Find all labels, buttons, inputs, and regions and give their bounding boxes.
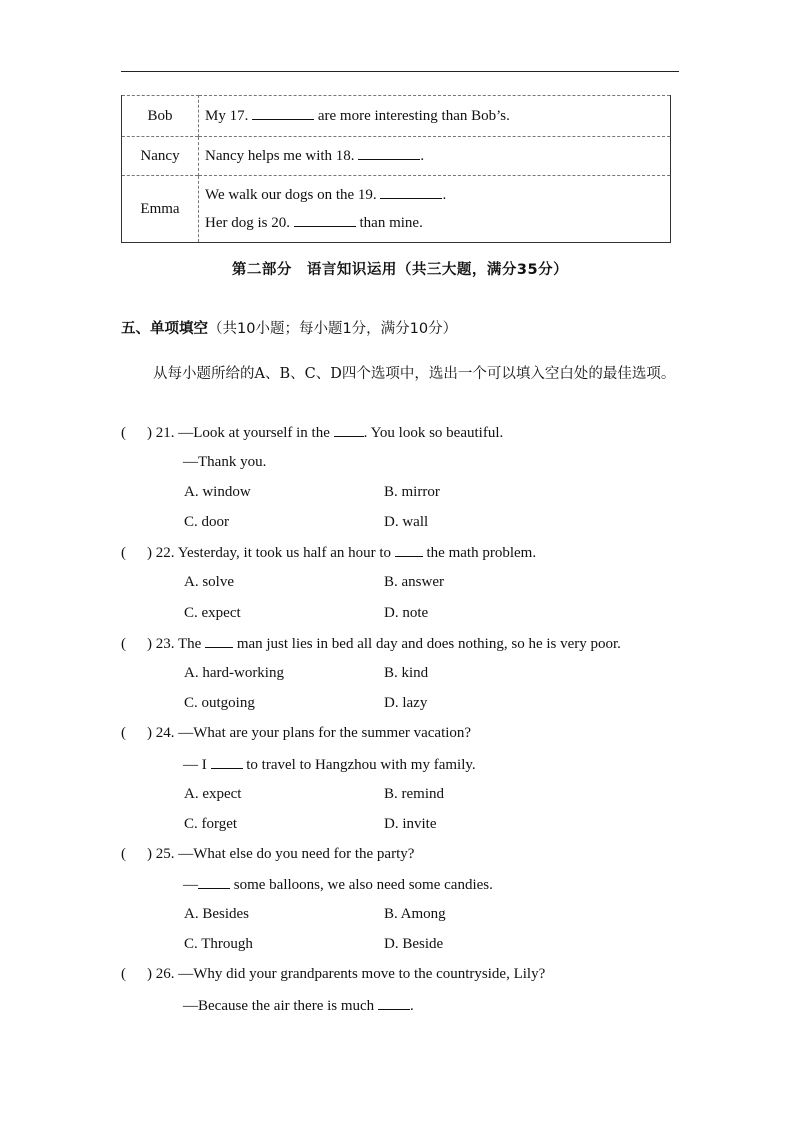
question-text: man just lies in bed all day and does nothing, so he is very poor.	[236, 636, 621, 652]
line-text: My 17.	[205, 108, 249, 124]
option-a[interactable]: A. solve	[184, 574, 234, 590]
line-text: We walk our dogs on the 19.	[205, 187, 377, 203]
reply-text: —Because the air there is much	[183, 998, 375, 1014]
part-title: 第二部分 语言知识运用（共三大题，满分35分）	[231, 262, 569, 278]
row-name: Emma	[122, 176, 199, 243]
option-b[interactable]: B. remind	[384, 786, 444, 802]
answer-paren-open[interactable]: (	[121, 725, 126, 741]
option-b[interactable]: B. answer	[384, 574, 444, 590]
question-number: 24.	[155, 725, 175, 741]
section-title: 五、单项填空	[121, 321, 208, 337]
question-text: —What else do you need for the party?	[178, 846, 415, 862]
option-d[interactable]: D. invite	[384, 816, 437, 832]
question-24	[121, 725, 471, 742]
question-reply	[183, 997, 414, 1015]
question-blank	[198, 876, 230, 889]
question-number: 25.	[155, 846, 175, 862]
answer-paren-close: )	[147, 725, 152, 741]
question-text: —Why did your grandparents move to the countryside, Lily?	[178, 966, 546, 982]
answer-paren-open[interactable]: (	[121, 846, 126, 862]
line-text: .	[420, 148, 425, 164]
table-row	[122, 176, 671, 243]
question-text: the math problem.	[426, 545, 537, 561]
question-21	[121, 424, 503, 442]
answer-paren-open[interactable]: (	[121, 425, 126, 441]
question-text: Yesterday, it took us half an hour to	[177, 545, 392, 561]
question-number: 26.	[155, 966, 175, 982]
question-26	[121, 966, 545, 983]
line-text: are more interesting than Bob’s.	[317, 108, 510, 124]
question-reply	[183, 876, 493, 894]
answer-blank-17[interactable]	[252, 107, 314, 120]
line-row	[205, 181, 670, 209]
row-name: Bob	[122, 96, 199, 137]
question-text: . You look so beautiful.	[363, 425, 504, 441]
line-text: .	[442, 187, 447, 203]
question-reply: —Thank you.	[183, 454, 267, 470]
option-b[interactable]: B. Among	[384, 906, 446, 922]
question-number: 22.	[155, 545, 175, 561]
option-c[interactable]: C. forget	[184, 816, 238, 832]
section-heading	[121, 317, 457, 338]
line-text: Her dog is 20.	[205, 215, 290, 231]
line-text: than mine.	[359, 215, 423, 231]
line-text: Nancy helps me with 18.	[205, 148, 355, 164]
question-blank	[334, 424, 364, 437]
question-blank	[205, 635, 233, 648]
question-reply	[183, 756, 476, 774]
answer-paren-close: )	[147, 846, 152, 862]
answer-paren-close: )	[147, 545, 152, 561]
line-row	[205, 209, 670, 237]
question-25	[121, 846, 414, 863]
reply-text: .	[409, 998, 414, 1014]
question-text: —What are your plans for the summer vacation?	[178, 725, 472, 741]
answer-blank-20[interactable]	[294, 214, 356, 227]
answer-paren-close: )	[147, 966, 152, 982]
question-blank	[211, 756, 243, 769]
answer-paren-open[interactable]: (	[121, 545, 126, 561]
question-blank	[395, 544, 423, 557]
question-text: The	[177, 636, 202, 652]
question-blank	[378, 997, 410, 1010]
row-name: Nancy	[122, 137, 199, 176]
answer-paren-open[interactable]: (	[121, 966, 126, 982]
section-scoring: （共10小题；每小题1分，满分10分）	[208, 321, 458, 337]
table-row	[122, 137, 671, 176]
reply-text: some balloons, we also need some candies.	[233, 877, 493, 893]
reply-text: — I	[183, 757, 207, 773]
answer-paren-close: )	[147, 425, 152, 441]
table-row	[122, 96, 671, 137]
option-a[interactable]: A. Besides	[184, 906, 249, 922]
option-a[interactable]: A. window	[184, 484, 251, 500]
answer-paren-open[interactable]: (	[121, 636, 126, 652]
answer-blank-18[interactable]	[358, 147, 420, 160]
header-rule	[121, 71, 679, 72]
question-22	[121, 544, 536, 562]
answer-table	[121, 95, 671, 243]
option-c[interactable]: C. Through	[184, 936, 253, 952]
section-instructions: 从每小题所给的A、B、C、D四个选项中，选出一个可以填入空白处的最佳选项。	[153, 366, 676, 382]
option-d[interactable]: D. lazy	[384, 695, 428, 711]
option-b[interactable]: B. mirror	[384, 484, 440, 500]
option-c[interactable]: C. outgoing	[184, 695, 255, 711]
reply-text: —	[183, 877, 198, 893]
question-number: 21.	[155, 425, 175, 441]
reply-text: to travel to Hangzhou with my family.	[246, 757, 476, 773]
answer-blank-19[interactable]	[380, 186, 442, 199]
option-c[interactable]: C. door	[184, 514, 229, 530]
option-d[interactable]: D. note	[384, 605, 429, 621]
option-b[interactable]: B. kind	[384, 665, 429, 681]
option-d[interactable]: D. wall	[384, 514, 429, 530]
option-c[interactable]: C. expect	[184, 605, 241, 621]
option-a[interactable]: A. expect	[184, 786, 242, 802]
option-d[interactable]: D. Beside	[384, 936, 444, 952]
option-a[interactable]: A. hard-working	[184, 665, 284, 681]
answer-paren-close: )	[147, 636, 152, 652]
question-text: —Look at yourself in the	[178, 425, 330, 441]
question-number: 23.	[155, 636, 175, 652]
question-23	[121, 635, 621, 653]
